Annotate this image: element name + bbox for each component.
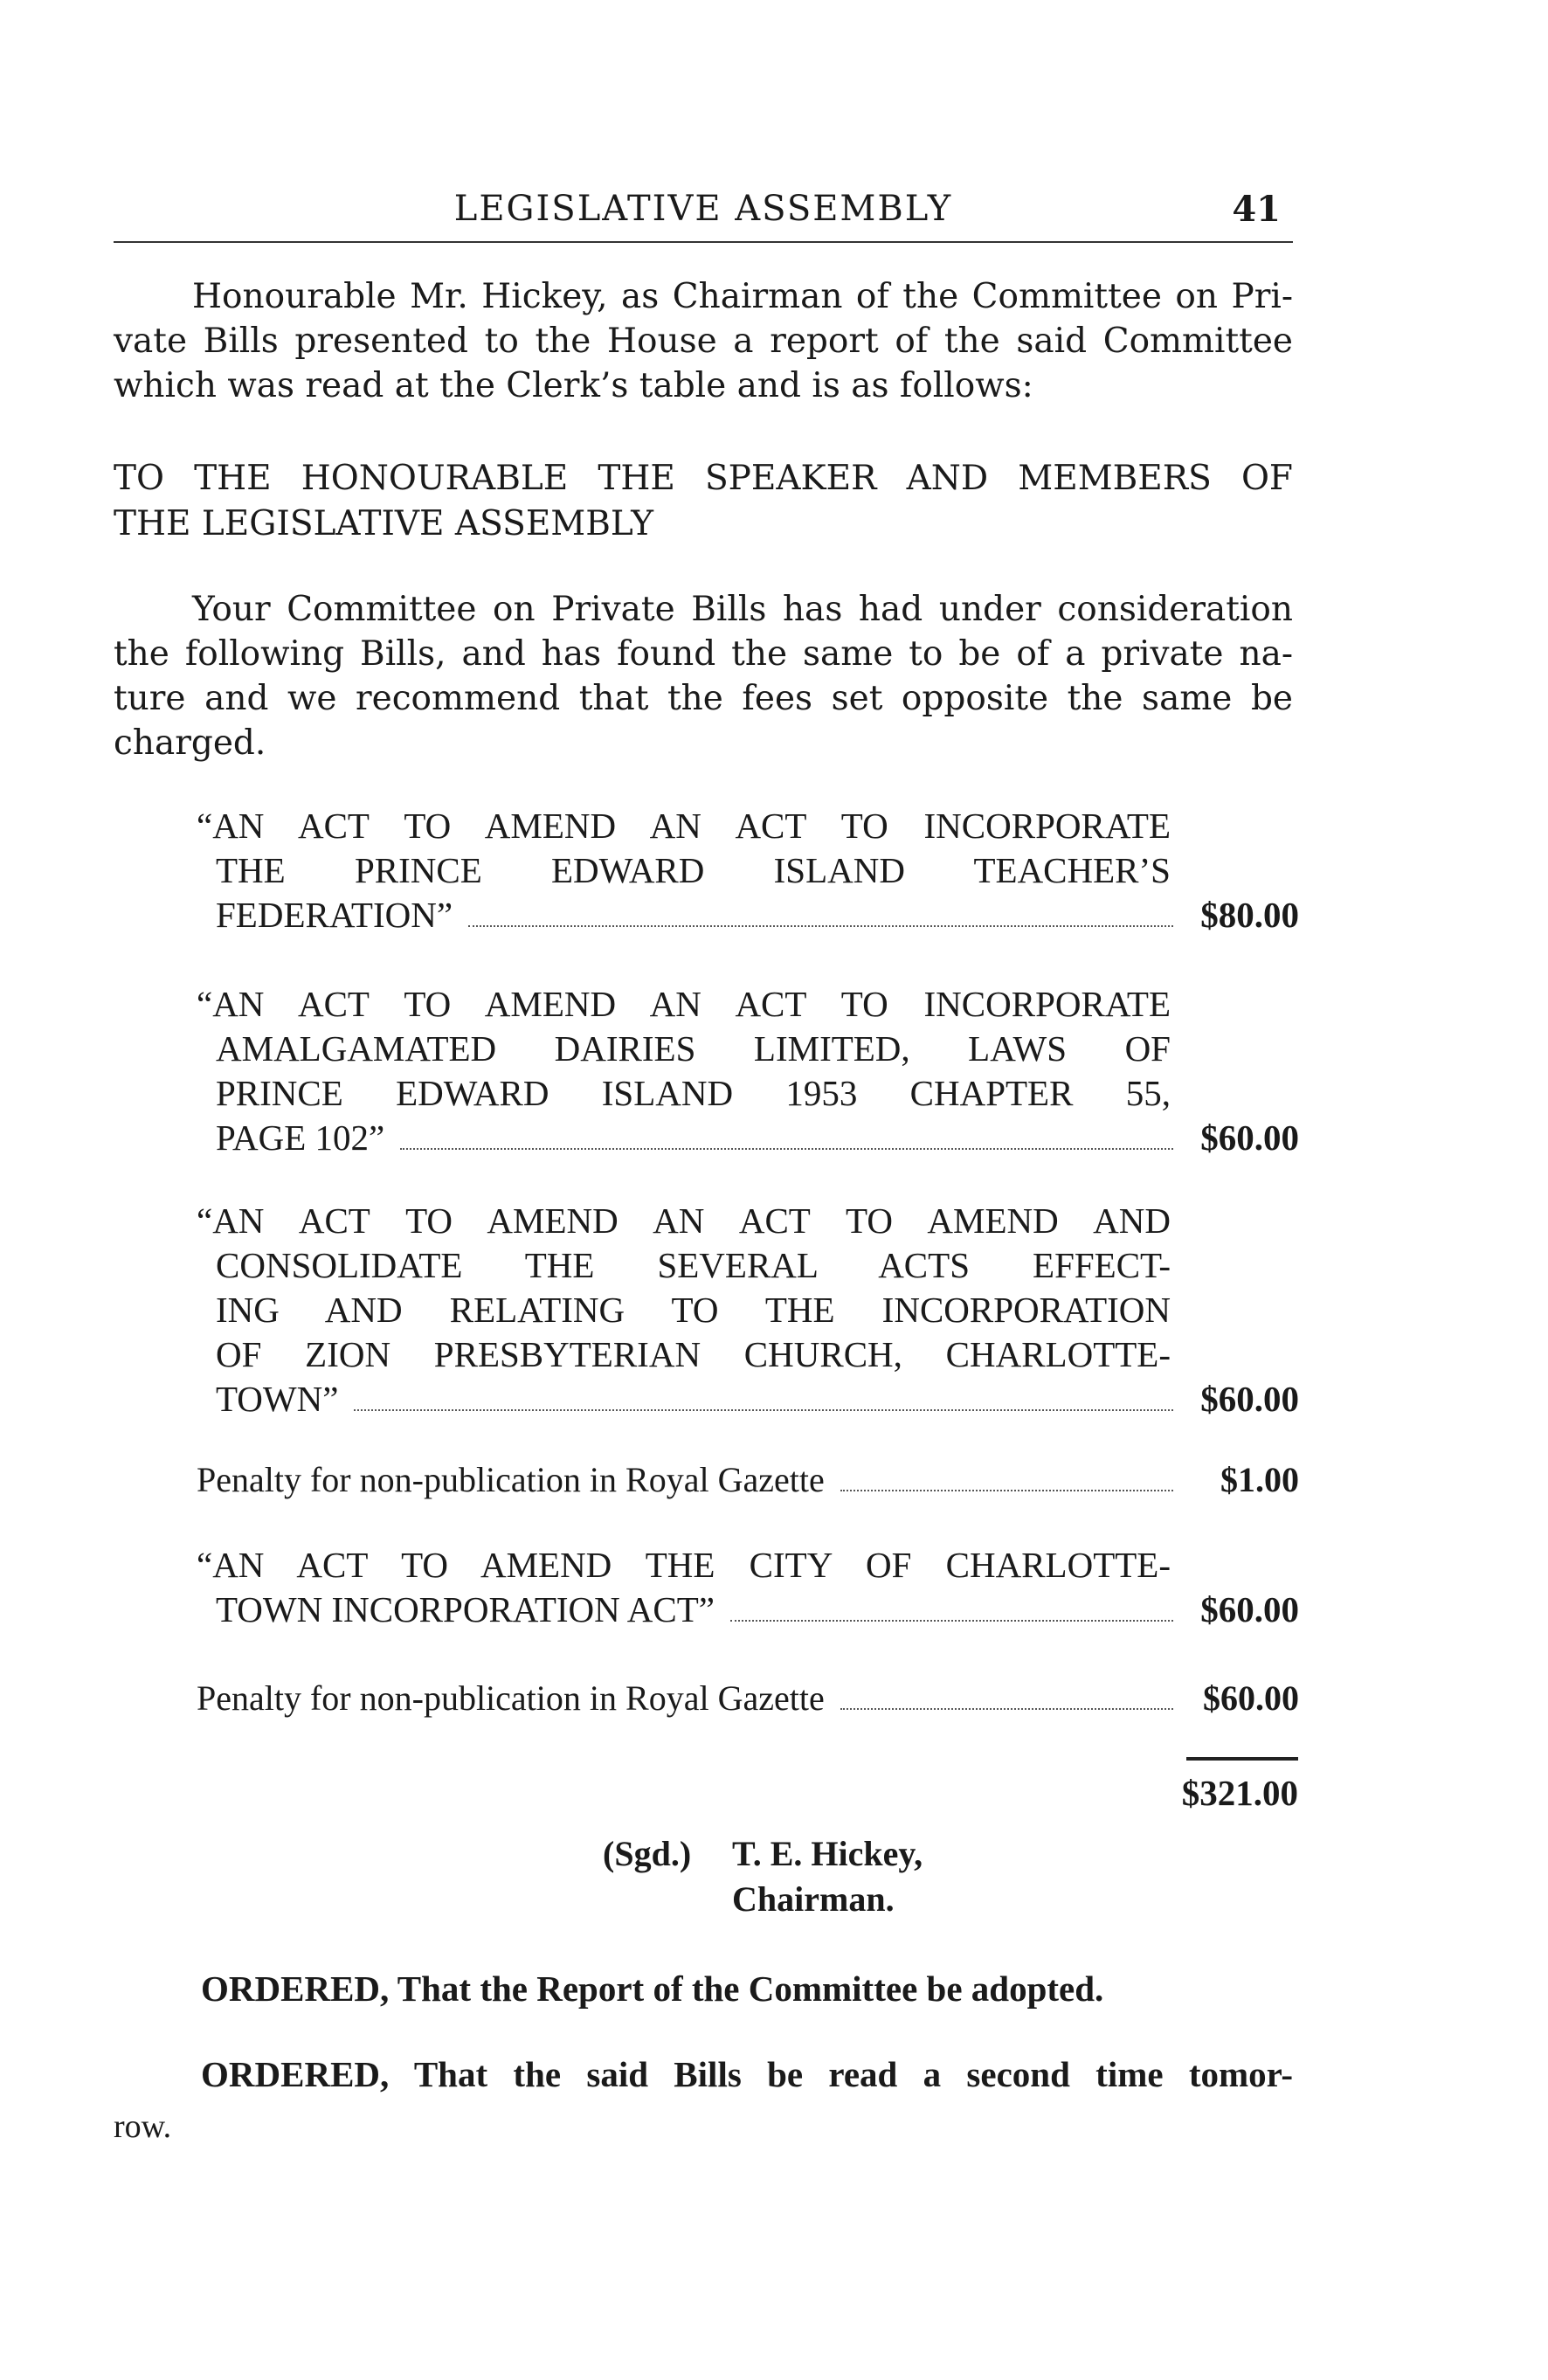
bill-fee-row: [197, 893, 1299, 937]
signature-name: T. E. Hickey,: [732, 1834, 923, 1873]
dot-leader: [840, 1490, 1173, 1491]
page-number: 41: [1232, 189, 1281, 230]
intro-line: vate Bills presented to the House a report of the said Committee: [114, 322, 1293, 361]
bill-title-line: FEDERATION”: [216, 895, 453, 935]
bill-entry: [197, 982, 1299, 1160]
penalty-label: Penalty for non-publication in Royal Gazette: [197, 1460, 825, 1499]
penalty-fee: $60.00: [1203, 1678, 1299, 1718]
addressee: [114, 456, 1293, 547]
bill-fee: $60.00: [1200, 1117, 1299, 1158]
penalty-label: Penalty for non-publication in Royal Gazette: [197, 1678, 825, 1718]
bill-entry: [197, 1543, 1299, 1632]
bill-entry: [197, 804, 1299, 937]
addressee-line: THE LEGISLATIVE ASSEMBLY: [114, 504, 654, 543]
signature-prefix: (Sgd.): [603, 1834, 692, 1873]
dot-leader: [400, 1148, 1173, 1150]
bill-title-line: AMALGAMATED DAIRIES LIMITED, LAWS OF: [216, 1028, 1171, 1069]
header-rule: [114, 241, 1293, 243]
intro-paragraph: [114, 274, 1293, 408]
bill-title-line: “AN ACT TO AMEND AN ACT TO AMEND AND: [197, 1200, 1171, 1241]
order-line: ORDERED, That the Report of the Committee be adopted.: [201, 1968, 1104, 2009]
total-amount: $321.00: [1181, 1773, 1298, 1813]
bill-fee: $60.00: [1200, 1589, 1299, 1629]
intro-line: which was read at the Clerk’s table and is as follows:: [114, 366, 1033, 405]
report-paragraph: [114, 587, 1293, 765]
bill-title-line: PRINCE EDWARD ISLAND 1953 CHAPTER 55,: [216, 1073, 1171, 1113]
bill-fee-row: [197, 1116, 1299, 1160]
dot-leader: [840, 1708, 1173, 1710]
bill-title-line: ING AND RELATING TO THE INCORPORATION: [216, 1290, 1171, 1330]
bill-title-line: PAGE 102”: [216, 1117, 385, 1158]
intro-line: Honourable Mr. Hickey, as Chairman of the Committee on Pri-: [192, 277, 1293, 316]
report-line: ture and we recommend that the fees set opposite the same be: [114, 679, 1293, 718]
addressee-line: TO THE HONOURABLE THE SPEAKER AND MEMBERS OF: [114, 459, 1293, 498]
order-paragraph: [114, 2048, 1293, 2153]
bill-title-line: CONSOLIDATE THE SEVERAL ACTS EFFECT-: [216, 1245, 1171, 1285]
bill-fee: $80.00: [1200, 895, 1299, 935]
bill-fee-row: [197, 1588, 1299, 1632]
order-line: row.: [114, 2108, 172, 2145]
bill-fee: $60.00: [1200, 1379, 1299, 1419]
running-title: LEGISLATIVE ASSEMBLY: [453, 189, 953, 229]
signature-title: Chairman.: [732, 1879, 895, 1919]
bill-title-line: TOWN”: [216, 1379, 339, 1419]
penalty-row: [197, 1676, 1299, 1721]
order-line: ORDERED, That the said Bills be read a second time tomor-: [201, 2054, 1293, 2094]
order-paragraph: [114, 1962, 1293, 2015]
bill-title-line: OF ZION PRESBYTERIAN CHURCH, CHARLOTTE-: [216, 1334, 1171, 1374]
bill-entry: [197, 1199, 1299, 1422]
bill-title-line: THE PRINCE EDWARD ISLAND TEACHER’S: [216, 850, 1171, 890]
dot-leader: [468, 925, 1173, 927]
bill-title-line: “AN ACT TO AMEND THE CITY OF CHARLOTTE-: [197, 1545, 1171, 1585]
report-line: charged.: [114, 723, 266, 763]
running-head: [114, 182, 1293, 234]
report-line: the following Bills, and has found the same to be of a private na-: [114, 634, 1293, 674]
dot-leader: [730, 1620, 1173, 1622]
bill-title-line: “AN ACT TO AMEND AN ACT TO INCORPORATE: [197, 806, 1171, 846]
bill-fee-row: [197, 1377, 1299, 1422]
bill-title-line: “AN ACT TO AMEND AN ACT TO INCORPORATE: [197, 984, 1171, 1024]
penalty-fee: $1.00: [1220, 1460, 1299, 1499]
dot-leader: [354, 1409, 1173, 1411]
total-rule: [1186, 1757, 1298, 1761]
bill-title-line: TOWN INCORPORATION ACT”: [216, 1589, 715, 1629]
report-line: Your Committee on Private Bills has had under consideration: [192, 590, 1293, 629]
penalty-row: [197, 1457, 1299, 1503]
